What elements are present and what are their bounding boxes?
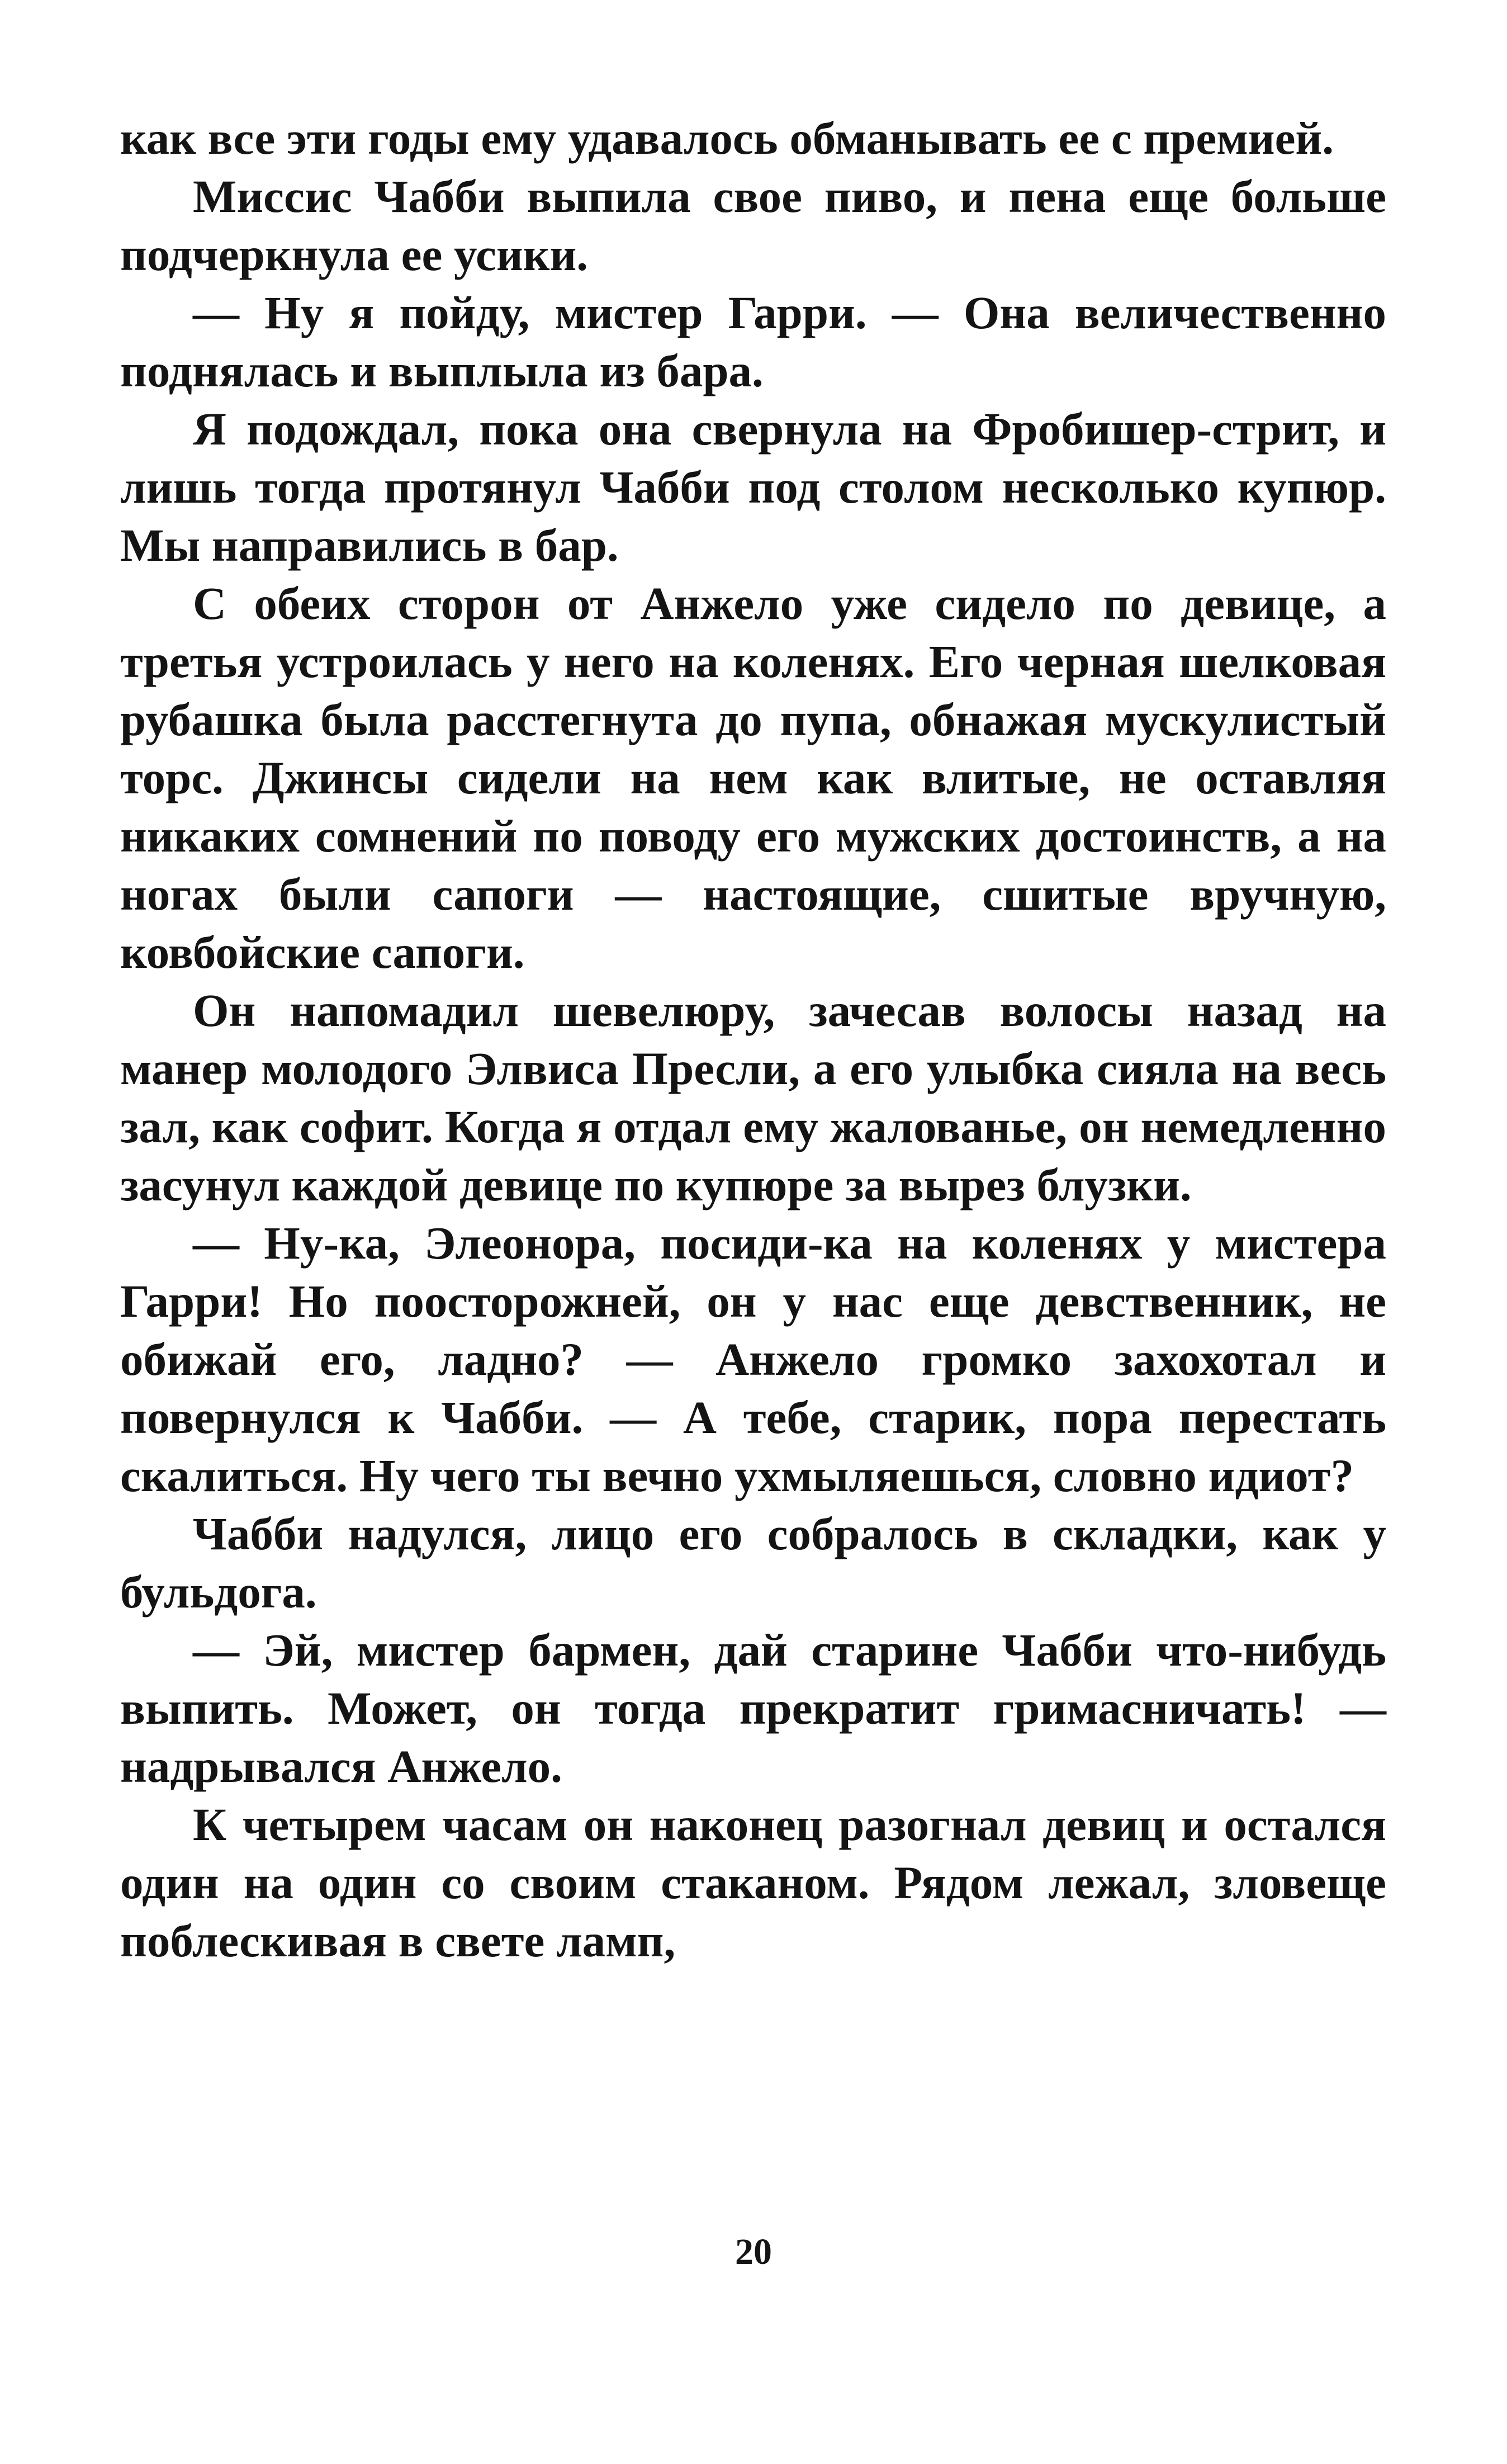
paragraph-3: — Ну я пойду, мистер Гарри. — Она величественно поднялась и выплыла из бара. bbox=[120, 287, 1386, 396]
page-text bbox=[120, 109, 1386, 1970]
paragraph-10: К четырем часам он наконец разогнал девиц и остался один на один со своим стаканом. Рядом лежал, зловеще поблескивая в свете ламп, bbox=[120, 1799, 1386, 1966]
paragraph-9: — Эй, мистер бармен, дай старине Чабби что-нибудь выпить. Может, он тогда прекратит гримасничать! — надрывался Анжело. bbox=[120, 1624, 1386, 1792]
paragraph-5: С обеих сторон от Анжело уже сидело по девице, а третья устроилась у него на коленях. Его черная шелковая рубашка была расстегнута до пупа, обнажая мускулистый торс. Джинсы сидели на нем как влитые, не оставляя никаких сомнений по поводу его мужских достоинств, а на ногах были сапоги — настоящие, сшитые вручную, ковбойские сапоги. bbox=[120, 578, 1386, 978]
paragraph-1: как все эти годы ему удавалось обманывать ее с премией. bbox=[120, 112, 1334, 164]
paragraph-6: Он напомадил шевелюру, зачесав волосы назад на манер молодого Элвиса Пресли, а его улыбка сияла на весь зал, как софит. Когда я отдал ему жалованье, он немедленно засунул каждой девице по купюре за вырез блузки. bbox=[120, 985, 1386, 1210]
paragraph-2: Миссис Чабби выпила свое пиво, и пена еще больше подчеркнула ее усики. bbox=[120, 171, 1386, 280]
paragraph-7: — Ну-ка, Элеонора, посиди-ка на коленях у мистера Гарри! Но поосторожней, он у нас еще девственник, не обижай его, ладно? — Анжело громко захохотал и повернулся к Чабби. — А тебе, старик, пора перестать скалиться. Ну чего ты вечно ухмыляешься, словно идиот? bbox=[120, 1217, 1386, 1501]
page-number: 20 bbox=[735, 2231, 772, 2272]
paragraph-4: Я подождал, пока она свернула на Фробишер-стрит, и лишь тогда протянул Чабби под столом несколько купюр. Мы направились в бар. bbox=[120, 403, 1386, 571]
paragraph-8: Чабби надулся, лицо его собралось в складки, как у бульдога. bbox=[120, 1508, 1386, 1618]
